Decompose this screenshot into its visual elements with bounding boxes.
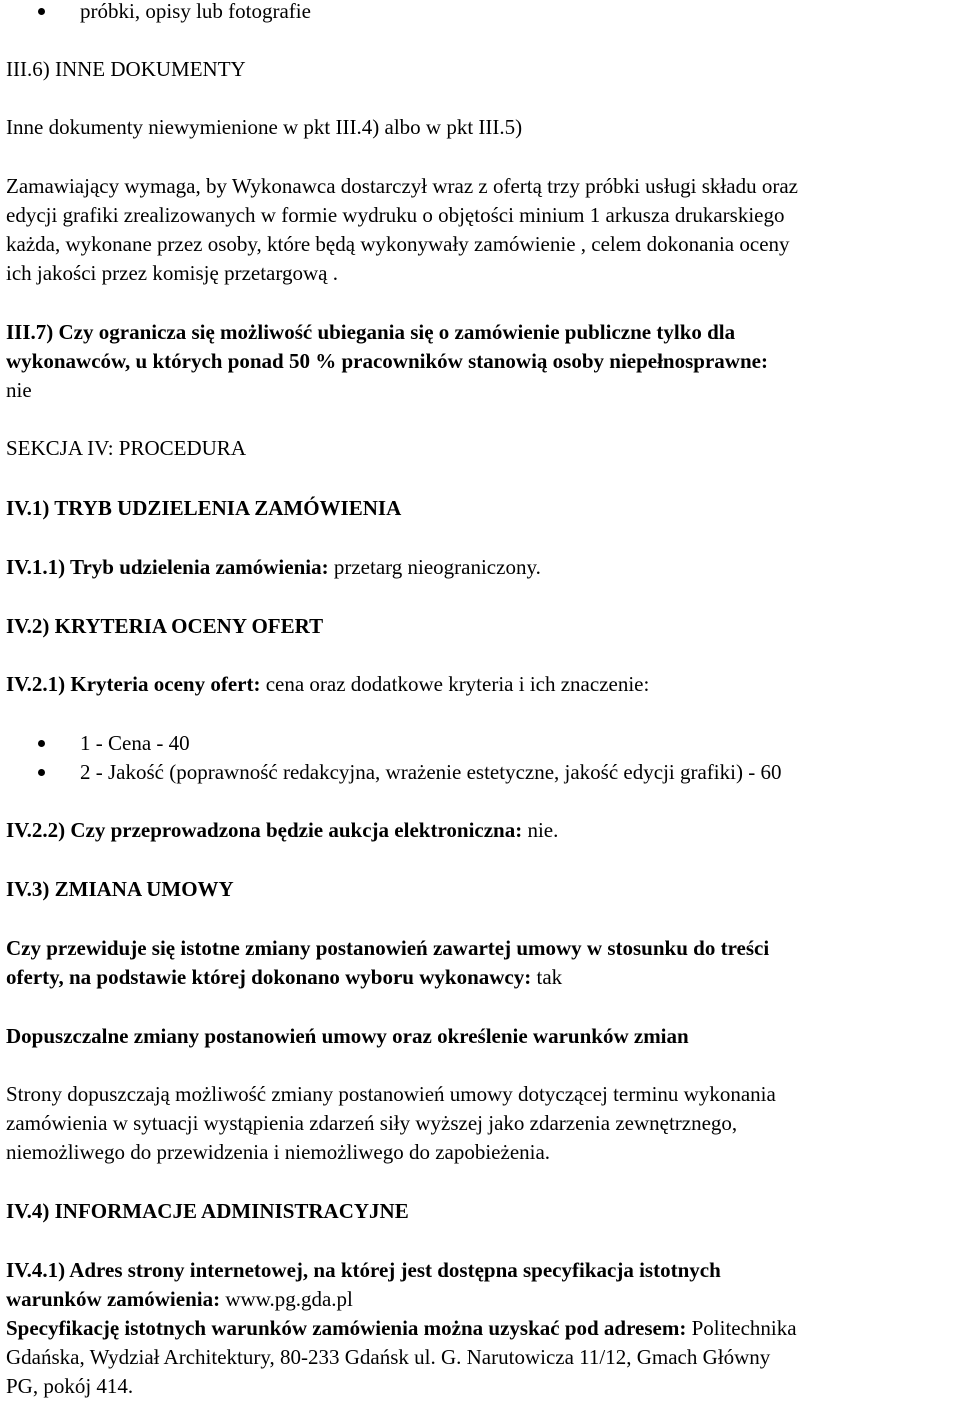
question-line: wykonawców, u których ponad 50 % pracowników stanowią osoby niepełnosprawne: [6, 349, 768, 373]
subheading: Dopuszczalne zmiany postanowień umowy oraz określenie warunków zmian [6, 1024, 689, 1048]
section-heading: SEKCJA IV: PROCEDURA [6, 436, 246, 460]
bullet-icon [38, 769, 45, 776]
paragraph-line: zamówienia w sytuacji wystąpienia zdarzeń siły wyższej jako zdarzenia zewnętrznego, [6, 1111, 738, 1135]
paragraph-line: edycji grafiki zrealizowanych w formie wydruku o objętości minium 1 arkusza drukarskiego [6, 203, 785, 227]
bullet-icon [38, 8, 45, 15]
field-line: IV.2.1) Kryteria oceny ofert: cena oraz dodatkowe kryteria i ich znaczenie: [6, 672, 650, 696]
question-line: oferty, na podstawie której dokonano wyboru wykonawcy: tak [6, 965, 563, 989]
paragraph-line: ich jakości przez komisję przetargową . [6, 261, 338, 285]
url-text: www.pg.gda.pl [220, 1287, 353, 1311]
address-line: Gdańska, Wydział Architektury, 80-233 Gdańsk ul. G. Narutowicza 11/12, Gmach Główny [6, 1345, 771, 1369]
section-heading: IV.1) TRYB UDZIELENIA ZAMÓWIENIA [6, 496, 402, 520]
paragraph-line: Strony dopuszczają możliwość zmiany postanowień umowy dotyczącej terminu wykonania [6, 1082, 776, 1106]
question-line: Czy przewiduje się istotne zmiany postanowień zawartej umowy w stosunku do treści [6, 936, 770, 960]
document-page: próbki, opisy lub fotografie III.6) INNE DOKUMENTY Inne dokumenty niewymienione w pkt III.4) albo w pkt III.5) Zamawiający wymaga, by Wykonawca dostarczył wraz z ofertą trzy próbki usługi składu oraz edycji grafiki zrealizowanych w formie wydruku o objętości minium 1 arkusza drukarskiego każda, wykonane przez osoby, które będą wykonywały zamówienie , celem dokonania oceny ich jakości przez komisję przetargową . III.7) Czy ogranicza się możliwość ubiegania się o zamówienie publiczne tylko dla wykonawców, u których ponad 50 % pracowników stanowią osoby niepełnosprawne: nie SEKCJA IV: PROCEDURA IV.1) TRYB UDZIELENIA ZAMÓWIENIA IV.1.1) Tryb udzielenia zamówienia: przetarg nieograniczony. IV.2) KRYTERIA OCENY OFERT IV.2.1) Kryteria oceny ofert: cena oraz dodatkowe kryteria i ich znaczenie: 1 - Cena - 40 2 - Jakość (poprawność redakcyjna, wrażenie estetyczne, jakość edycji grafiki) - 60 IV.2.2) Czy przeprowadzona będzie aukcja elektroniczna: nie. IV.3) ZMIANA UMOWY Czy przewiduje się istotne zmiany postanowień zawartej umowy w stosunku do treści oferty, na podstawie której dokonano wyboru wykonawcy: tak Dopuszczalne zmiany postanowień umowy oraz określenie warunków zmian Strony dopuszczają możliwość zmiany postanowień umowy dotyczącej terminu wykonania zamówienia w sytuacji wystąpienia zdarzeń siły wyższej jako zdarzenia zewnętrznego, niemożliwego do przewidzenia i niemożliwego do zapobieżenia. IV.4) INFORMACJE ADMINISTRACYJNE IV.4.1) Adres strony internetowej, na której jest dostępna specyfikacja istotnych warunków zamówienia: www.pg.gda.pl Specyfikację istotnych warunków zamówienia można uzyskać pod adresem: Politechnika Gdańska, Wydział Architektury, 80-233 Gdańsk ul. G. Narutowicza 11/12, Gmach Główny PG, pokój 414. [0, 0, 960, 1402]
section-heading: IV.3) ZMIANA UMOWY [6, 877, 234, 901]
section-heading: IV.4) INFORMACJE ADMINISTRACYJNE [6, 1199, 409, 1223]
paragraph-line: Zamawiający wymaga, by Wykonawca dostarczył wraz z ofertą trzy próbki usługi składu oraz [6, 174, 798, 198]
section-heading: III.6) INNE DOKUMENTY [6, 57, 246, 81]
field-line: IV.2.2) Czy przeprowadzona będzie aukcja elektroniczna: nie. [6, 818, 559, 842]
bullet-icon [38, 740, 45, 747]
section-heading: IV.2) KRYTERIA OCENY OFERT [6, 614, 324, 638]
question-line: III.7) Czy ogranicza się możliwość ubiegania się o zamówienie publiczne tylko dla [6, 320, 736, 344]
address-line: PG, pokój 414. [6, 1374, 134, 1398]
field-line: IV.4.1) Adres strony internetowej, na której jest dostępna specyfikacja istotnych [6, 1258, 721, 1282]
field-line: warunków zamówienia: www.pg.gda.pl [6, 1287, 353, 1311]
field-line: Specyfikację istotnych warunków zamówienia można uzyskać pod adresem: Politechnika [6, 1316, 797, 1340]
answer-text: nie [6, 378, 32, 402]
paragraph: Inne dokumenty niewymienione w pkt III.4) albo w pkt III.5) [6, 115, 523, 139]
paragraph-line: każda, wykonane przez osoby, które będą wykonywały zamówienie , celem dokonania oceny [6, 232, 790, 256]
field-line: IV.1.1) Tryb udzielenia zamówienia: przetarg nieograniczony. [6, 555, 541, 579]
paragraph-line: niemożliwego do przewidzenia i niemożliwego do zapobieżenia. [6, 1140, 551, 1164]
